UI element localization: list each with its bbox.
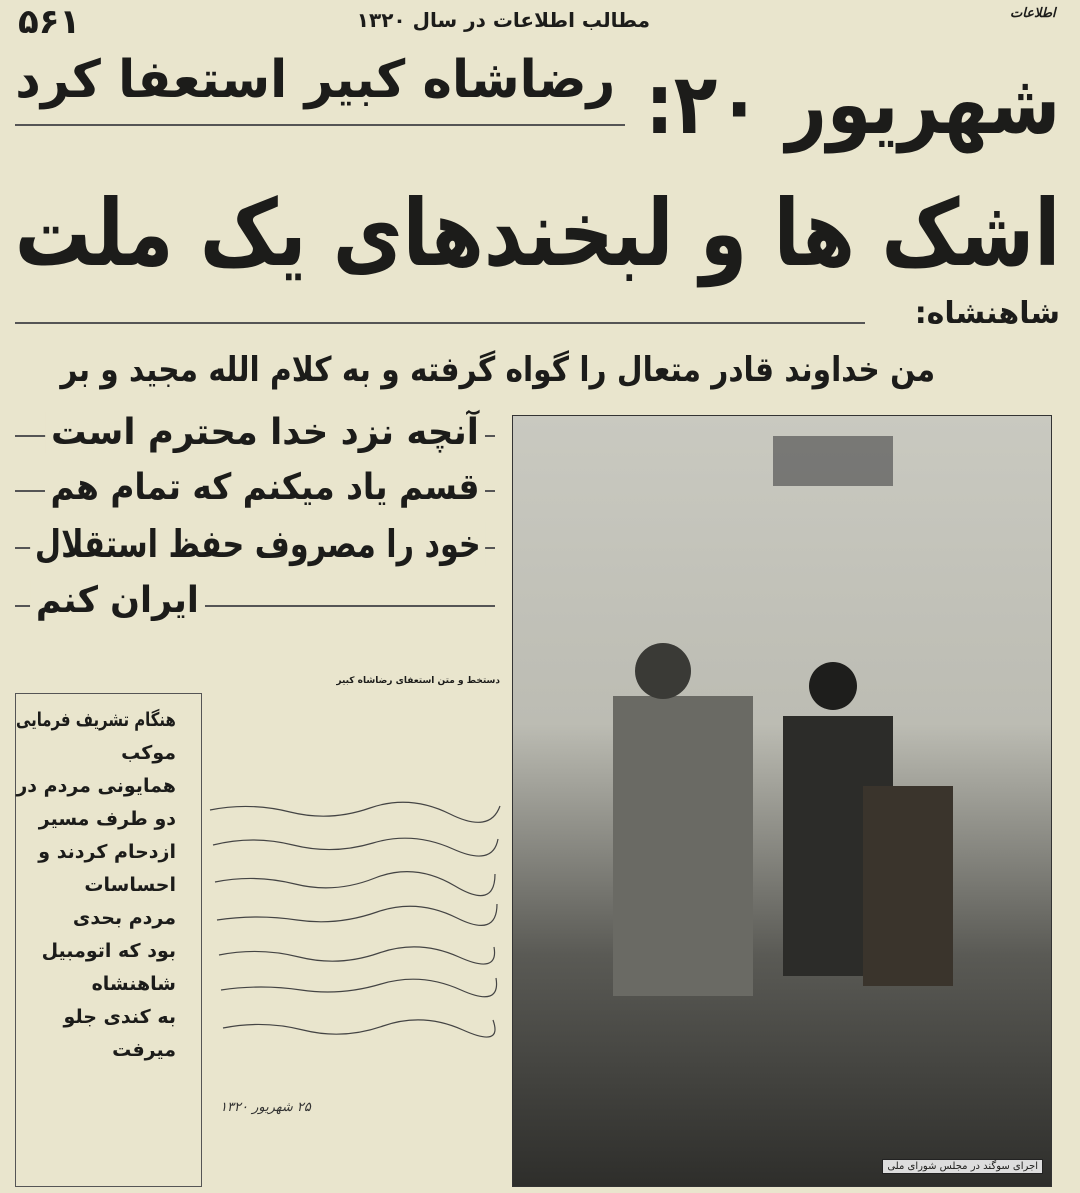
photo-caption: اجرای سوگند در مجلس شورای ملی bbox=[882, 1159, 1043, 1174]
oath-ceremony-photo bbox=[512, 415, 1052, 1187]
kicker-headline: رضاشاه کبیر استعفا کرد bbox=[15, 50, 615, 110]
sidebar-line-box bbox=[16, 869, 176, 902]
divider bbox=[15, 322, 865, 324]
document-caption: دستخط و متن استعفای رضاشاه کبیر bbox=[336, 676, 500, 686]
sidebar-line: احساسات bbox=[84, 874, 176, 896]
series-title-box bbox=[330, 8, 650, 32]
kicker-box bbox=[15, 50, 615, 110]
main-headline-line1: شهریور ۲۰: bbox=[644, 55, 1060, 153]
sidebar-line-box bbox=[16, 935, 176, 968]
sidebar-line: همایونی مردم در bbox=[16, 775, 176, 797]
quote-line: خود را مصروف حفظ استقلال bbox=[30, 522, 485, 566]
sidebar-line: ازدحام کردند و bbox=[38, 841, 176, 863]
series-title: مطالب اطلاعات در سال ۱۳۲۰ bbox=[356, 8, 650, 32]
main-headline-line1-box bbox=[645, 55, 1060, 153]
quote-speaker: شاهنشاه: bbox=[914, 296, 1060, 331]
sidebar-line: به کندی جلو bbox=[63, 1006, 176, 1028]
sidebar-line-box bbox=[16, 770, 176, 803]
quote-line-box bbox=[45, 412, 485, 453]
quote-line-box bbox=[60, 350, 935, 390]
quote-line: قسم یاد میکنم که تمام هم bbox=[45, 467, 485, 508]
sidebar-line-box bbox=[16, 836, 176, 869]
sidebar-line-box bbox=[16, 1034, 176, 1067]
sidebar-line-box bbox=[16, 704, 176, 737]
sidebar-line-box bbox=[16, 1001, 176, 1034]
sidebar-line: مردم بحدی bbox=[72, 907, 176, 929]
sidebar-line: دو طرف مسیر bbox=[38, 808, 176, 830]
quote-line-box bbox=[45, 467, 485, 508]
main-headline-line2: اشک ها و لبخندهای یک ملت bbox=[14, 180, 1060, 287]
newspaper-logo: اطلاعات bbox=[1010, 6, 1056, 21]
sidebar-line-box bbox=[16, 737, 176, 770]
divider bbox=[15, 124, 625, 126]
quote-speaker-box bbox=[880, 296, 1060, 331]
document-date: ۲۵ شهریور ۱۳۲۰ bbox=[220, 1100, 311, 1115]
quote-line: ایران کنم bbox=[30, 580, 205, 621]
sidebar-line: هنگام تشریف فرمایی bbox=[16, 709, 176, 731]
main-headline-line2-box bbox=[15, 180, 1060, 287]
sidebar-line-box bbox=[16, 968, 176, 1001]
sidebar-line-box bbox=[16, 902, 176, 935]
quote-line-box bbox=[30, 522, 485, 566]
page-number: ۵۶۱ bbox=[18, 2, 81, 42]
sidebar-line: بود که اتومبیل bbox=[41, 940, 176, 962]
document-caption-box bbox=[260, 676, 500, 686]
quote-line: من خداوند قادر متعال را گواه گرفته و به کلام الله مجید و بر bbox=[60, 350, 935, 390]
sidebar-box bbox=[15, 693, 202, 1187]
quote-line-box bbox=[30, 580, 205, 621]
sidebar-line-box bbox=[16, 803, 176, 836]
sidebar-line: میرفت bbox=[112, 1039, 176, 1061]
handwritten-resignation-letter bbox=[205, 790, 505, 1050]
sidebar-line: شاهنشاه bbox=[91, 973, 176, 995]
photo-figures bbox=[513, 416, 1051, 1186]
sidebar-line: موکب bbox=[121, 742, 176, 764]
quote-line: آنچه نزد خدا محترم است bbox=[45, 412, 485, 453]
